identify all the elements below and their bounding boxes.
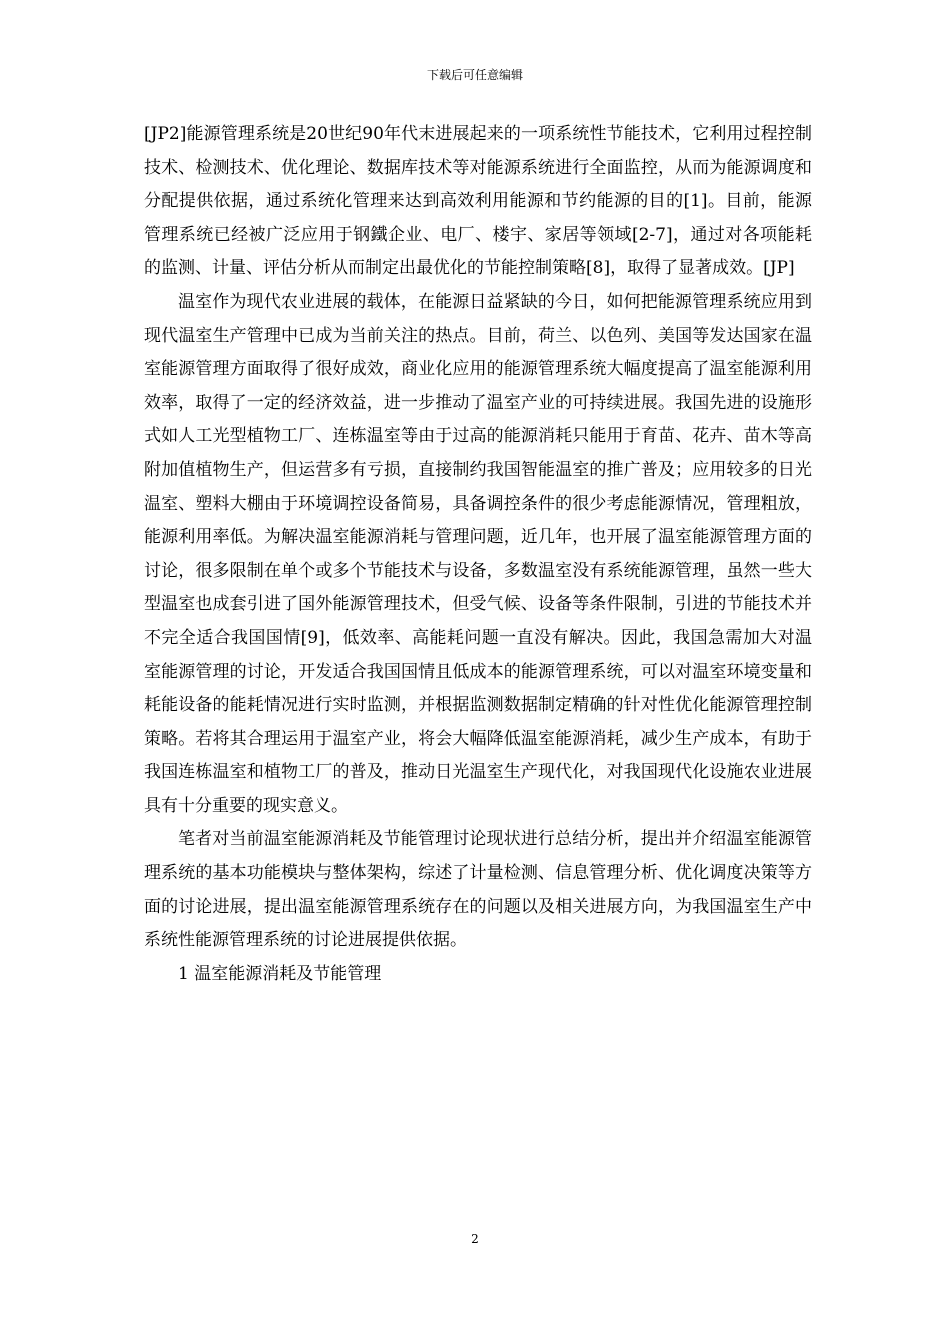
section-heading: 1 温室能源消耗及节能管理 [178, 963, 382, 984]
body-text [144, 118, 812, 991]
paragraph-paper-summary: 笔者对当前温室能源消耗及节能管理讨论现状进行总结分析，提出并介绍温室能源管理系统的基本功能模块与整体架构，综述了计量检测、信息管理分析、优化调度决策等方面的讨论进展，提出温室能源管理系统存在的问题以及相关进展方向，为我国温室生产中系统性能源管理系统的讨论进展提供依据。 [144, 829, 812, 951]
page-header: 下载后可任意编辑 [426, 68, 523, 82]
paragraph-energy-management-intro: [JP2]能源管理系统是20世纪90年代末进展起来的一项系统性节能技术，它利用过程控制技术、检测技术、优化理论、数据库技术等对能源系统进行全面监控，从而为能源调度和分配提供依据，通过系统化管理来达到高效利用能源和节约能源的目的[1]。目前，能源管理系统已经被广泛应用于钢鐵企业、电厂、楼宇、家居等领域[2-7]，通过对各项能耗的监测、计量、评估分析从而制定出最优化的节能控制策略[8]，取得了显著成效。[JP] [144, 124, 812, 279]
page-number: 2 [471, 1232, 479, 1246]
paragraph-greenhouse-context: 温室作为现代农业进展的载体，在能源日益紧缺的今日，如何把能源管理系统应用到现代温室生产管理中已成为当前关注的热点。目前，荷兰、以色列、美国等发达国家在温室能源管理方面取得了很好成效，商业化应用的能源管理系统大幅度提高了温室能源利用效率，取得了一定的经济效益，进一步推动了温室产业的可持续进展。我国先进的设施形式如人工光型植物工厂、连栋温室等由于过高的能源消耗只能用于育苗、花卉、苗木等高附加值植物生产，但运营多有亏损，直接制约我国智能温室的推广普及；应用较多的日光温室、塑料大棚由于环境调控设备简易，具备调控条件的很少考虑能源情况，管理粗放，能源利用率低。为解决温室能源消耗与管理问题，近几年，也开展了温室能源管理方面的讨论，很多限制在单个或多个节能技术与设备，多数温室没有系统能源管理，虽然一些大型温室也成套引进了国外能源管理技术，但受气候、设备等条件限制，引进的节能技术并不完全适合我国国情[9]，低效率、高能耗问题一直没有解决。因此，我国急需加大对温室能源管理的讨论，开发适合我国国情且低成本的能源管理系统，可以对温室环境变量和耗能设备的能耗情况进行实时监测，并根据监测数据制定精确的针对性优化能源管理控制策略。若将其合理运用于温室产业，将会大幅降低温室能源消耗，减少生产成本，有助于我国连栋温室和植物工厂的普及，推动日光温室生产现代化，对我国现代化设施农业进展具有十分重要的现实意义。 [144, 291, 812, 816]
